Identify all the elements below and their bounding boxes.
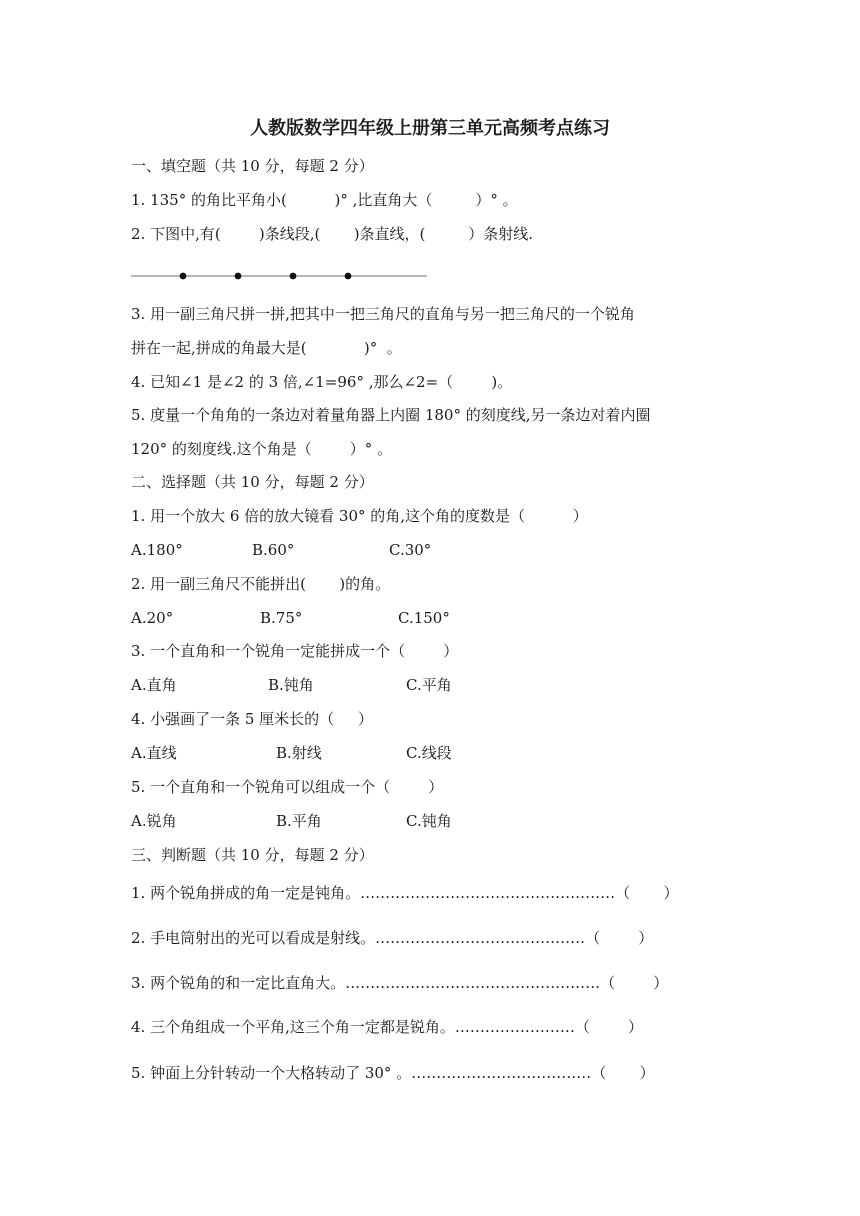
figure-point <box>235 273 242 280</box>
choice-5-option-c: C.钝角 <box>406 812 452 830</box>
section-heading-fill-in: 一、填空题（共 10 分，每题 2 分） <box>131 157 374 175</box>
choice-3-option-b: B.钝角 <box>268 676 314 694</box>
choice-question-4: 4. 小强画了一条 5 厘米长的（ ） <box>131 710 374 728</box>
line-points-figure <box>131 266 431 286</box>
figure-point <box>180 273 187 280</box>
choice-1-option-c: C.30° <box>389 541 432 559</box>
choice-1-option-a: A.180° <box>131 541 183 559</box>
choice-1-option-b: B.60° <box>252 541 295 559</box>
choice-4-option-b: B.射线 <box>276 744 322 762</box>
judge-question-1: 1. 两个锐角拼成的角一定是钝角。……………………………………………（ ） <box>131 884 679 902</box>
fill-question-1: 1. 135° 的角比平角小( )° ,比直角大（ ）° 。 <box>131 191 518 209</box>
fill-question-3-line1: 3. 用一副三角尺拼一拼,把其中一把三角尺的直角与另一把三角尺的一个锐角 <box>131 305 635 323</box>
fill-question-4: 4. 已知∠1 是∠2 的 3 倍,∠1=96° ,那么∠2=（ )。 <box>131 373 513 391</box>
judge-question-5: 5. 钟面上分针转动一个大格转动了 30° 。………………………………（ ） <box>131 1064 655 1082</box>
fill-question-5-line2: 120° 的刻度线.这个角是（ ）° 。 <box>131 440 393 458</box>
judge-question-3: 3. 两个锐角的和一定比直角大。……………………………………………（ ） <box>131 974 669 992</box>
choice-5-option-b: B.平角 <box>276 812 322 830</box>
choice-2-option-c: C.150° <box>398 609 450 627</box>
choice-question-1: 1. 用一个放大 6 倍的放大镜看 30° 的角,这个角的度数是（ ） <box>131 507 588 525</box>
fill-question-2: 2. 下图中,有( )条线段,( )条直线，( ）条射线. <box>131 225 534 243</box>
choice-2-option-a: A.20° <box>131 609 174 627</box>
choice-5-option-a: A.锐角 <box>131 812 177 830</box>
judge-question-2: 2. 手电筒射出的光可以看成是射线。……………………………………（ ） <box>131 929 654 947</box>
choice-3-option-a: A.直角 <box>131 676 177 694</box>
choice-question-3: 3. 一个直角和一个锐角一定能拼成一个（ ） <box>131 642 459 660</box>
judge-question-4: 4. 三个角组成一个平角,这三个角一定都是锐角。……………………（ ） <box>131 1018 643 1036</box>
choice-3-option-c: C.平角 <box>406 676 452 694</box>
fill-question-5-line1: 5. 度量一个角角的一条边对着量角器上内圈 180° 的刻度线,另一条边对着内圈 <box>131 406 651 424</box>
figure-point <box>345 273 352 280</box>
choice-question-5: 5. 一个直角和一个锐角可以组成一个（ ） <box>131 778 444 796</box>
choice-question-2: 2. 用一副三角尺不能拼出( )的角。 <box>131 575 391 593</box>
choice-4-option-c: C.线段 <box>406 744 452 762</box>
choice-2-option-b: B.75° <box>260 609 303 627</box>
choice-4-option-a: A.直线 <box>131 744 177 762</box>
figure-point <box>290 273 297 280</box>
section-heading-judgement: 三、判断题（共 10 分，每题 2 分） <box>131 846 374 864</box>
page-title: 人教版数学四年级上册第三单元高频考点练习 <box>250 118 610 139</box>
fill-question-3-line2: 拼在一起,拼成的角最大是( )° 。 <box>131 339 402 357</box>
section-heading-choice: 二、选择题（共 10 分，每题 2 分） <box>131 473 374 491</box>
